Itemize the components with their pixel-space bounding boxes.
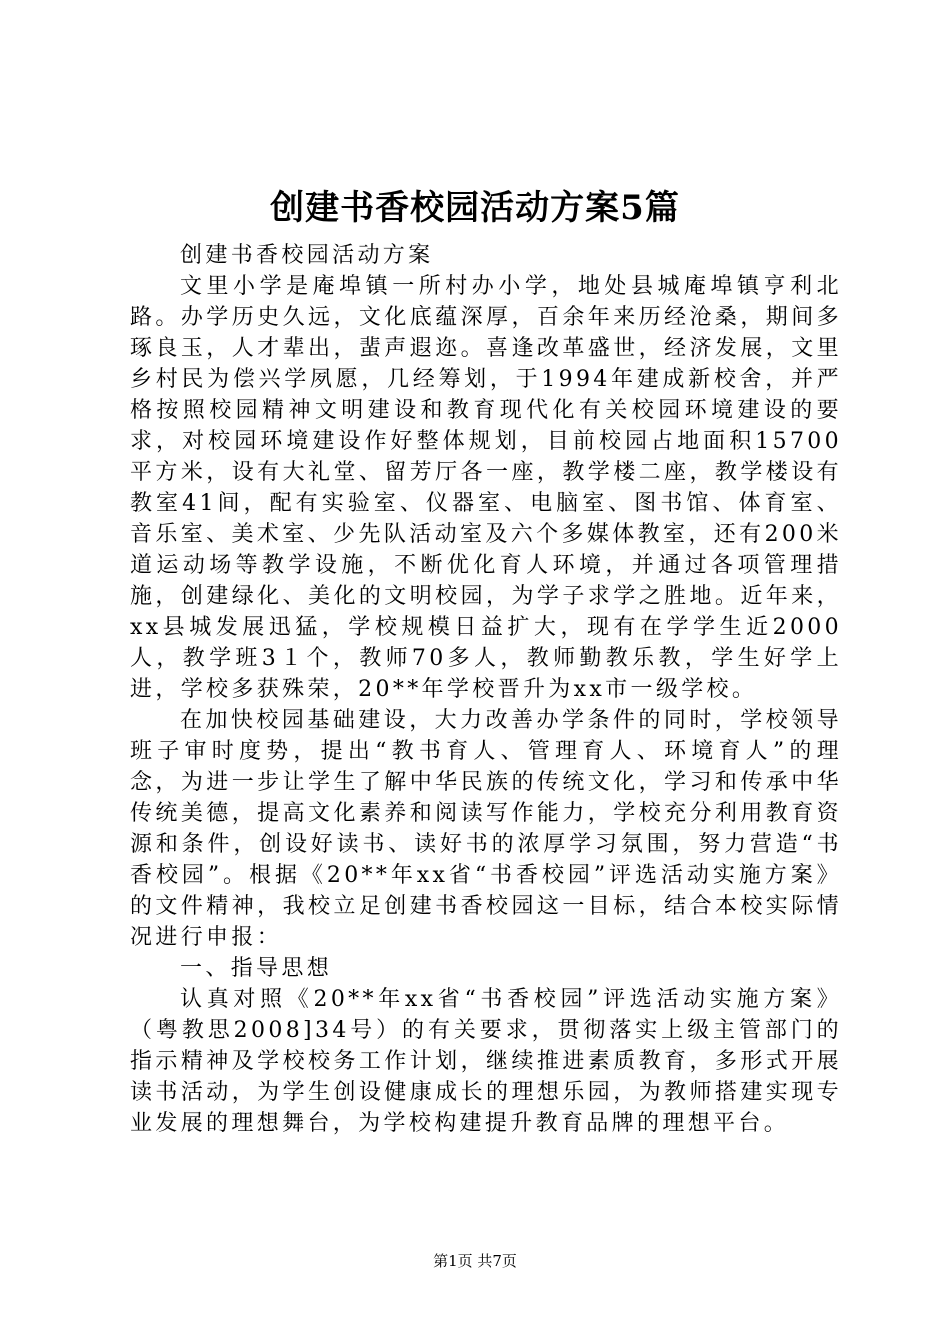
paragraph-reading-campus: 在加快校园基础建设，大力改善办学条件的同时，学校领导班子审时度势，提出“教书育人、管理育人、环境育人”的理念，为进一步让学生了解中华民族的传统文化，学习和传承中华传统美德，提高文化素养和阅读写作能力，学校充分利用教育资源和条件，创设好读书、读好书的浓厚学习氛围，努力营造“书香校园”。根据《20**年xx省“书香校园”评选活动实施方案》的文件精神，我校立足创建书香校园这一目标，结合本校实际情况进行申报： [130,708,842,950]
document-title: 创建书香校园活动方案5篇 [270,188,680,228]
paragraph-school-intro: 文里小学是庵埠镇一所村办小学，地处县城庵埠镇亨利北路。办学历史久远，文化底蕴深厚，百余年来历经沧桑，期间多琢良玉，人才辈出，蜚声遐迩。喜逢改革盛世，经济发展，文里乡村民为偿兴学夙愿，几经筹划，于1994年建成新校舍，并严格按照校园精神文明建设和教育现代化有关校园环境建设的要求，对校园环境建设作好整体规划，目前校园占地面积15700平方米，设有大礼堂、留芳厅各一座，教学楼二座，教学楼设有教室41间，配有实验室、仪器室、电脑室、图书馆、体育室、音乐室、美术室、少先队活动室及六个多媒体教室，还有200米道运动场等教学设施，不断优化育人环境，并通过各项管理措施，创建绿化、美化的文明校园，为学子求学之胜地。近年来，xx县城发展迅猛，学校规模日益扩大，现有在学学生近2000人，教学班3１个，教师70多人，教师勤教乐教，学生好学上进，学校多获殊荣，20**年学校晋升为xx市一级学校。 [130,274,842,702]
document-body [130,240,842,1139]
section-heading: 创建书香校园活动方案 [180,243,434,268]
page-number-footer: 第1页 共7页 [433,1252,517,1270]
section-heading-guiding-thought: 一、指导思想 [180,956,333,981]
paragraph-guiding-thought: 认真对照《20**年xx省“书香校园”评选活动实施方案》（粤教思2008]34号）的有关要求，贯彻落实上级主管部门的指示精神及学校校务工作计划，继续推进素质教育，多形式开展读书活动，为学生创设健康成长的理想乐园，为教师搭建实现专业发展的理想舞台，为学校构建提升教育品牌的理想平台。 [130,987,842,1136]
